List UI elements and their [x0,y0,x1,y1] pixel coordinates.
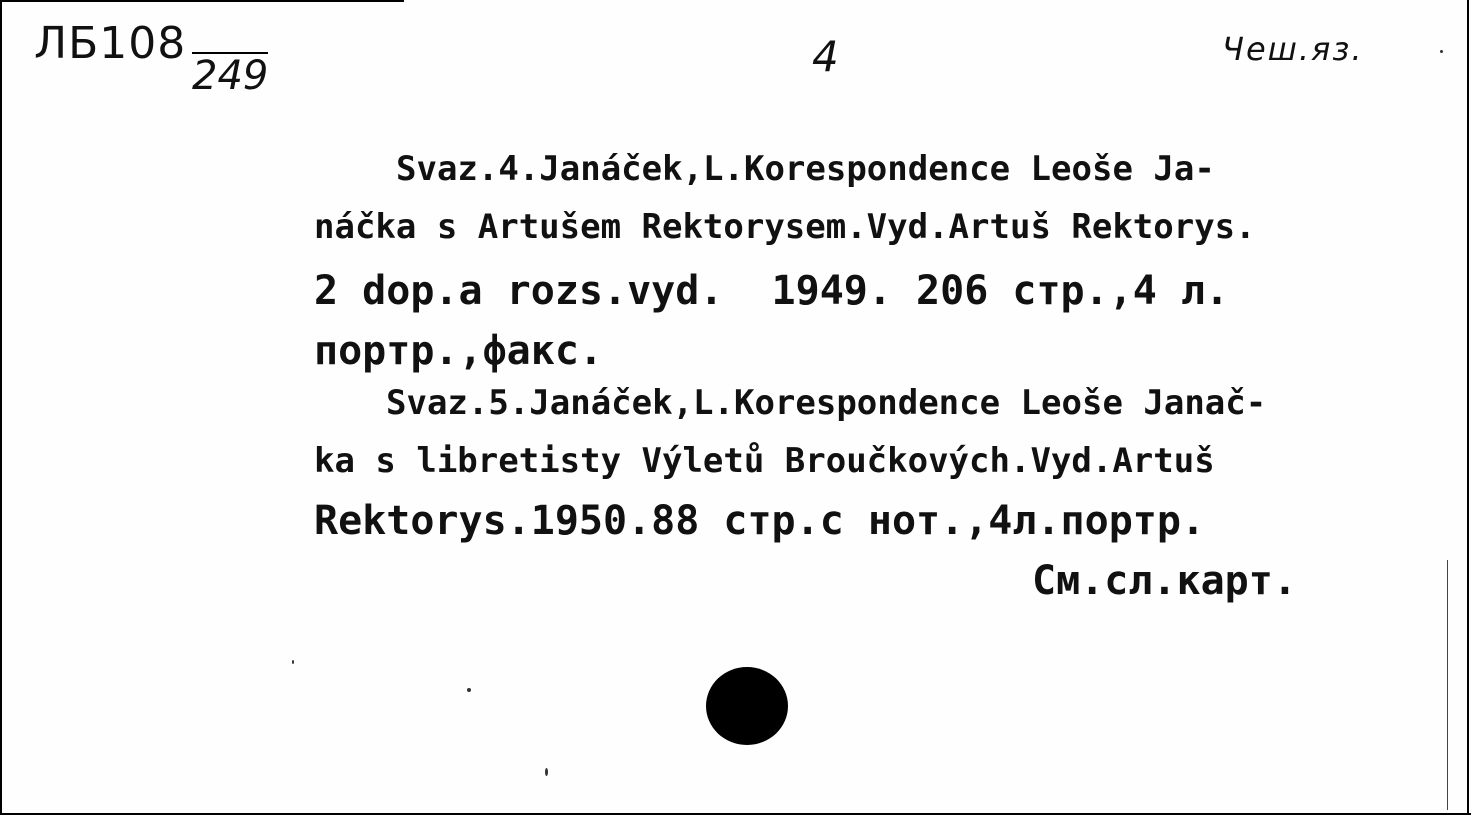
card-right-edge [1467,0,1469,813]
entry-line: портр.,факс. [314,328,603,374]
scan-speck [545,768,548,776]
entry-volume-5 [314,374,1297,722]
card-edge-mark [1447,560,1448,810]
entry-line: náčka s Artušem Rektorysem.Vyd.Artuš Rektorys. [314,207,1256,247]
card-number: 4 [812,32,839,81]
scan-speck [1440,50,1443,53]
shelfmark-sub-number: 249 [192,53,269,99]
entry-line: Rektorys.1950.88 стр.с нот.,4л.портр. [314,498,1206,544]
language-mark: Чеш.яз. [1222,30,1364,68]
scan-speck [292,660,294,664]
scan-speck [467,688,471,692]
card-top-edge [2,0,404,2]
entry-line: ka s libretisty Výletů Broučkových.Vyd.Artuš [314,441,1215,481]
entry-line: Svaz.5.Janáček,L.Korespondence Leoše Janač- [386,383,1267,423]
entry-cross-reference: См.сл.карт. [1032,558,1297,604]
punch-hole [706,667,788,745]
entry-line: 2 dop.a rozs.vyd. 1949. 206 стр.,4 л. [314,268,1230,314]
entry-line: Svaz.4.Janáček,L.Korespondence Leoše Ja- [396,149,1215,189]
shelfmark: ЛБ108 [34,18,187,69]
